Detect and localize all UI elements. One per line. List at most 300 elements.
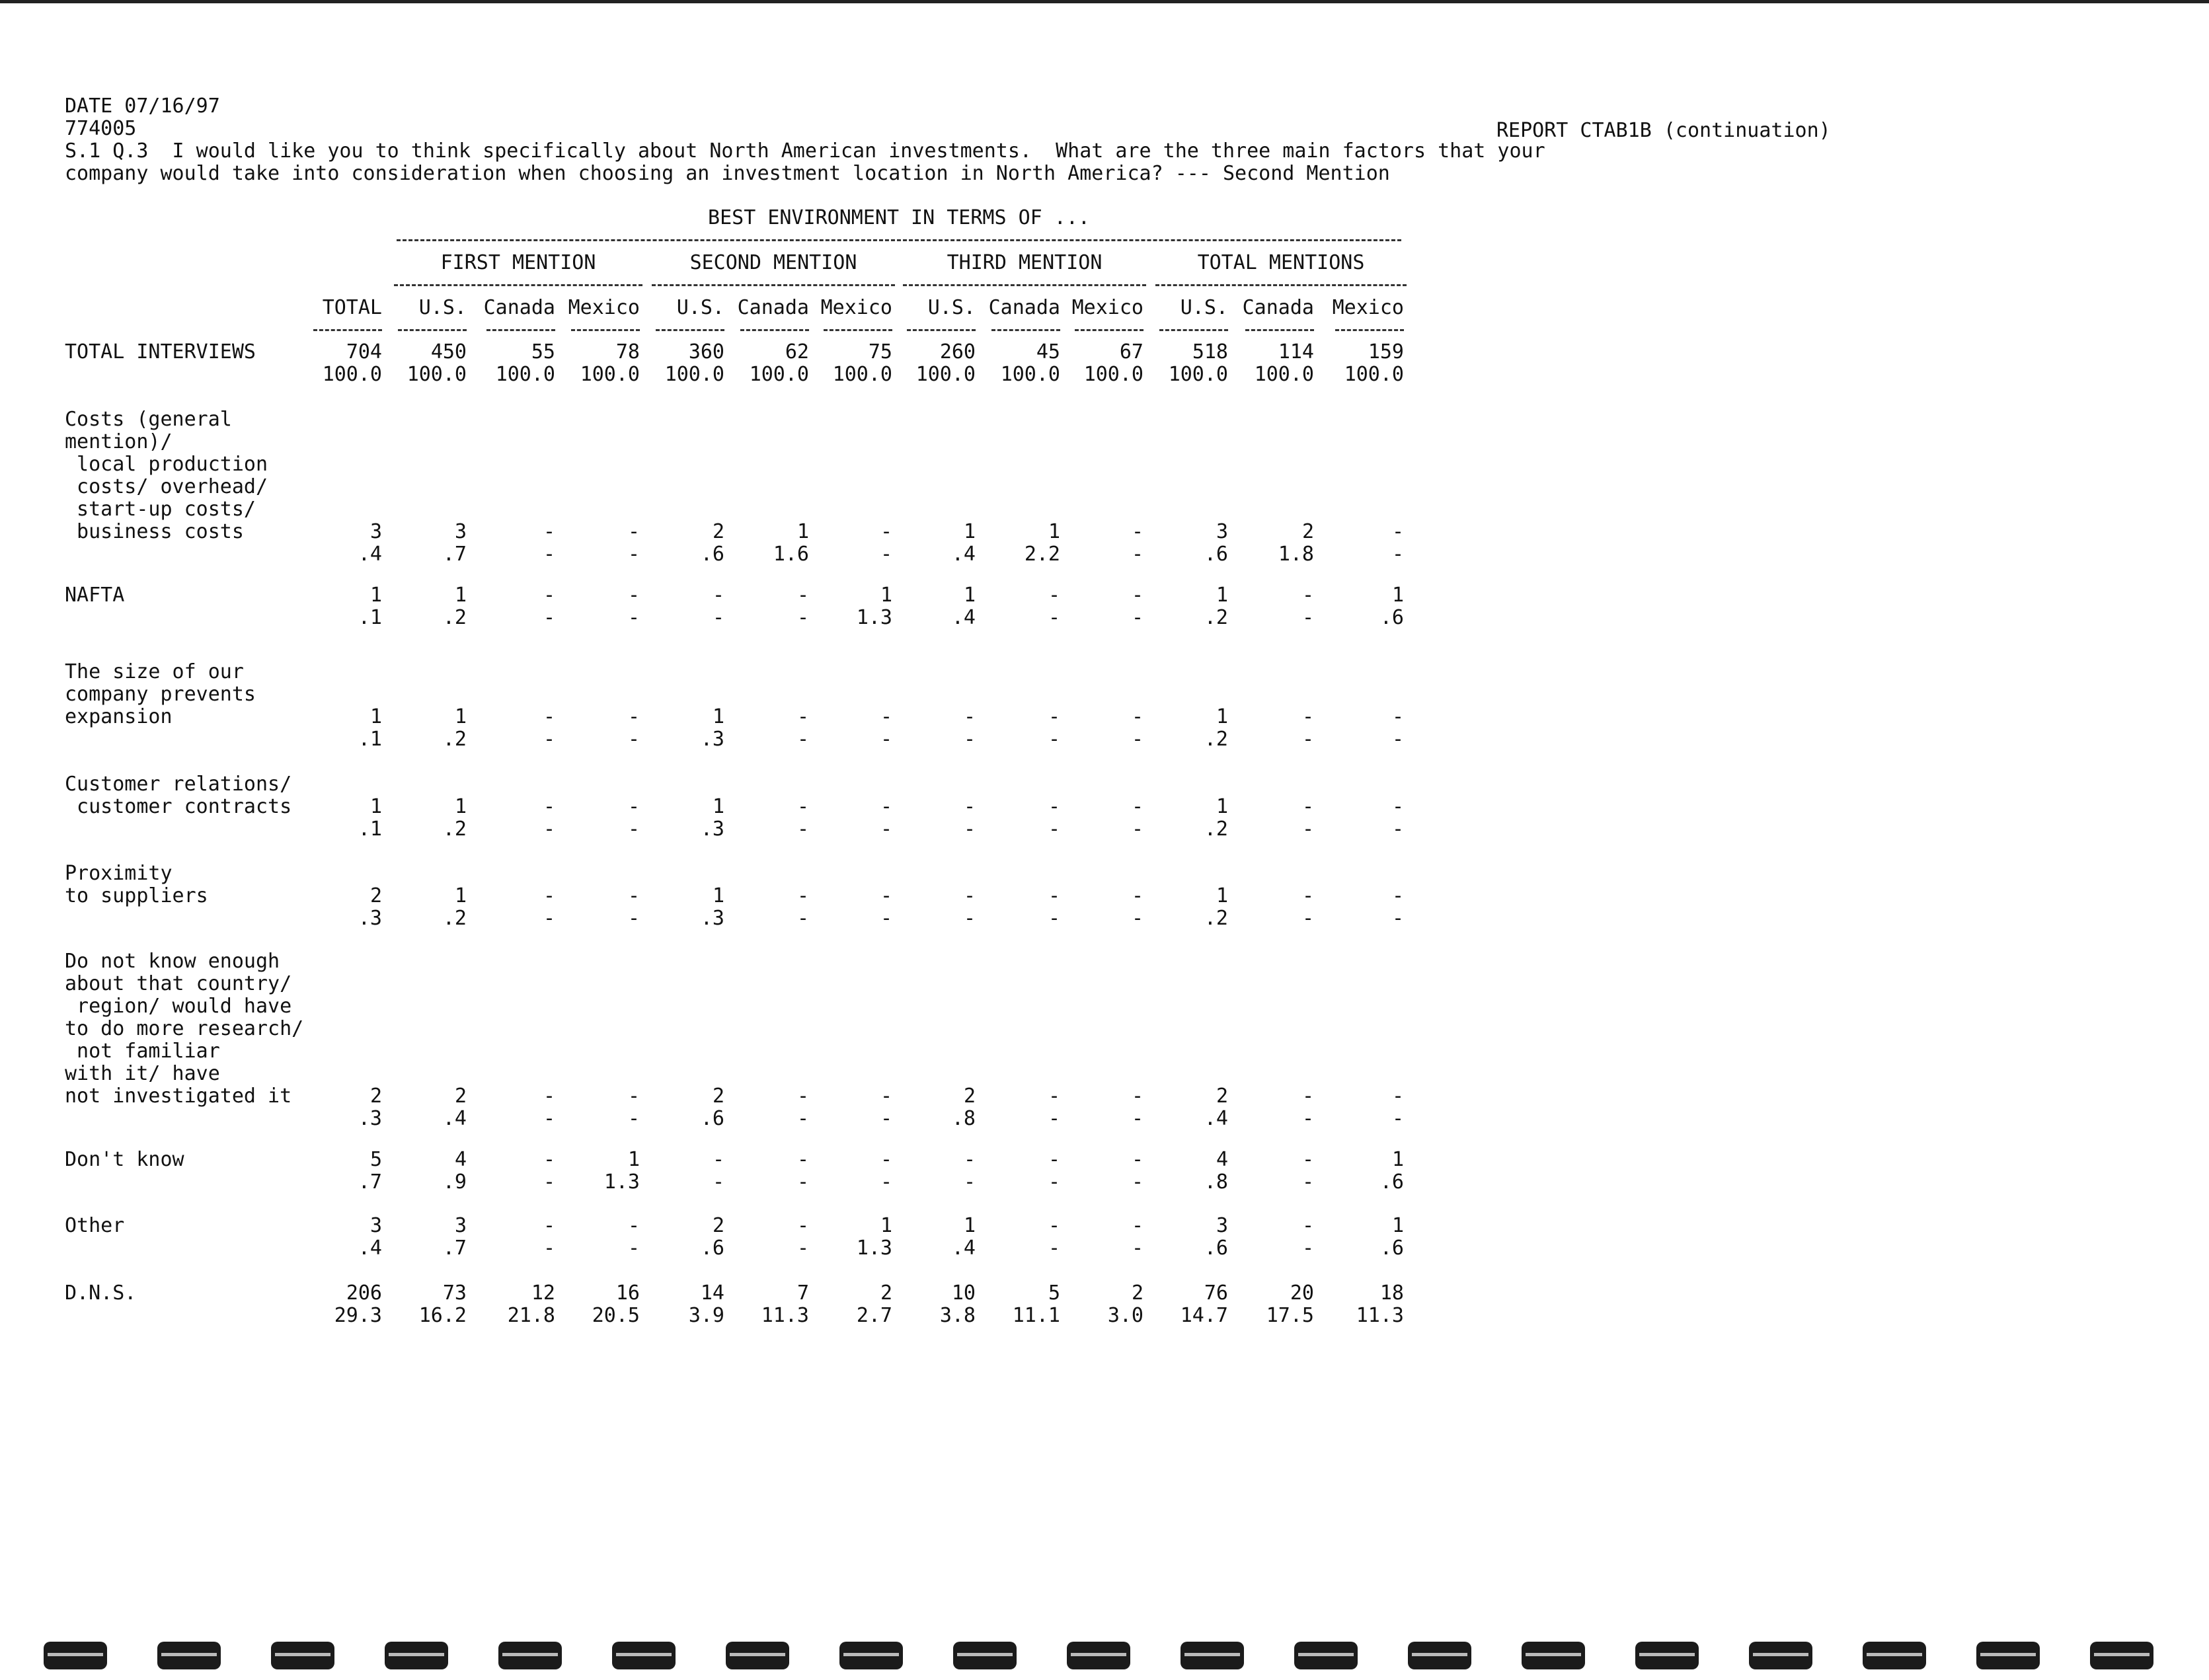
- percent-cell: .2: [442, 606, 467, 629]
- percent-cell: -: [1048, 1170, 1060, 1194]
- percent-cell: -: [1048, 1237, 1060, 1260]
- percent-cell: -: [543, 818, 555, 841]
- count-cell: 2: [1301, 520, 1314, 543]
- percent-cell: -: [1301, 728, 1314, 751]
- percent-cell: -: [1048, 1107, 1060, 1130]
- count-cell: 3: [454, 520, 467, 543]
- column-underline: [1245, 329, 1314, 331]
- count-cell: -: [1048, 884, 1060, 907]
- percent-cell: .6: [1379, 606, 1404, 629]
- percent-cell: .7: [442, 543, 467, 566]
- group-divider: [1155, 284, 1407, 286]
- percent-cell: .7: [442, 1237, 467, 1260]
- count-cell: -: [963, 1148, 976, 1171]
- percent-cell: 16.2: [418, 1304, 467, 1327]
- percent-cell: .2: [1204, 728, 1228, 751]
- column-underline: [486, 329, 555, 331]
- percent-cell: -: [963, 818, 976, 841]
- count-cell: 1: [627, 1148, 640, 1171]
- count-cell: -: [1131, 1148, 1143, 1171]
- count-cell: 1: [1216, 705, 1228, 728]
- column-header: Canada: [737, 296, 809, 319]
- percent-cell: -: [1131, 728, 1143, 751]
- column-header: Canada: [483, 296, 555, 319]
- count-cell: 45: [1036, 340, 1060, 363]
- count-cell: 5: [369, 1148, 382, 1171]
- question-line-2: company would take into consideration when choosing an investment location in North America? --- Second Mention: [65, 162, 1390, 185]
- job-number: 774005: [65, 117, 137, 140]
- percent-cell: -: [963, 1170, 976, 1194]
- row-label: Don't know: [65, 1148, 184, 1171]
- percent-cell: .3: [700, 728, 724, 751]
- percent-cell: -: [1131, 1107, 1143, 1130]
- percent-cell: 100.0: [832, 363, 892, 386]
- count-cell: 3: [454, 1214, 467, 1237]
- percent-cell: -: [627, 907, 640, 930]
- top-border: [0, 0, 2209, 3]
- count-cell: 18: [1379, 1281, 1404, 1305]
- percent-cell: -: [1048, 907, 1060, 930]
- count-cell: -: [796, 584, 809, 607]
- count-cell: -: [963, 705, 976, 728]
- count-cell: -: [880, 795, 892, 818]
- count-cell: 1: [454, 584, 467, 607]
- count-cell: -: [1131, 584, 1143, 607]
- count-cell: -: [1048, 1214, 1060, 1237]
- count-cell: -: [1131, 795, 1143, 818]
- count-cell: 4: [454, 1148, 467, 1171]
- column-header: Mexico: [820, 296, 892, 319]
- count-cell: 1: [880, 1214, 892, 1237]
- percent-cell: -: [1131, 1237, 1143, 1260]
- count-cell: 1: [1391, 1214, 1404, 1237]
- count-cell: -: [627, 795, 640, 818]
- percent-cell: 20.5: [592, 1304, 640, 1327]
- count-cell: 7: [796, 1281, 809, 1305]
- count-cell: -: [1391, 1085, 1404, 1108]
- count-cell: 12: [531, 1281, 555, 1305]
- percent-cell: -: [1131, 818, 1143, 841]
- percent-cell: -: [712, 1170, 724, 1194]
- percent-cell: .6: [1204, 543, 1228, 566]
- count-cell: -: [543, 884, 555, 907]
- count-cell: 14: [700, 1281, 724, 1305]
- column-underline: [656, 329, 724, 331]
- count-cell: -: [543, 1148, 555, 1171]
- percent-cell: 3.9: [688, 1304, 724, 1327]
- count-cell: 1: [1391, 1148, 1404, 1171]
- count-cell: 2: [369, 884, 382, 907]
- count-cell: 2: [454, 1085, 467, 1108]
- count-cell: 1: [963, 584, 976, 607]
- group-divider: [394, 284, 642, 286]
- percent-cell: -: [1048, 818, 1060, 841]
- percent-cell: 100.0: [1344, 363, 1404, 386]
- percent-cell: .6: [1379, 1170, 1404, 1194]
- count-cell: 1: [712, 795, 724, 818]
- percent-cell: .2: [1204, 606, 1228, 629]
- count-cell: 2: [712, 1085, 724, 1108]
- perforation-hole: [726, 1642, 789, 1669]
- percent-cell: -: [796, 606, 809, 629]
- percent-cell: -: [543, 1170, 555, 1194]
- count-cell: -: [1131, 884, 1143, 907]
- percent-cell: .4: [951, 1237, 976, 1260]
- percent-cell: -: [1048, 606, 1060, 629]
- percent-cell: -: [627, 606, 640, 629]
- count-cell: 20: [1290, 1281, 1314, 1305]
- column-underline: [740, 329, 809, 331]
- count-cell: -: [1301, 1148, 1314, 1171]
- group-header: TOTAL MENTIONS: [1197, 251, 1365, 274]
- count-cell: -: [880, 1148, 892, 1171]
- count-cell: 3: [369, 1214, 382, 1237]
- group-header: THIRD MENTION: [947, 251, 1103, 274]
- percent-cell: -: [1301, 1170, 1314, 1194]
- perforation-hole: [1522, 1642, 1585, 1669]
- percent-cell: .1: [358, 728, 382, 751]
- count-cell: 1: [454, 795, 467, 818]
- perforation-hole: [953, 1642, 1017, 1669]
- count-cell: -: [627, 1214, 640, 1237]
- count-cell: 1: [1391, 584, 1404, 607]
- percent-cell: 100.0: [1083, 363, 1143, 386]
- count-cell: -: [543, 1214, 555, 1237]
- count-cell: -: [1301, 884, 1314, 907]
- percent-cell: -: [1131, 907, 1143, 930]
- percent-cell: 21.8: [507, 1304, 555, 1327]
- perforation-hole: [1749, 1642, 1812, 1669]
- percent-cell: -: [1391, 543, 1404, 566]
- percent-cell: 1.8: [1278, 543, 1314, 566]
- column-header: Canada: [988, 296, 1060, 319]
- percent-cell: 3.0: [1107, 1304, 1143, 1327]
- perforation-hole: [1863, 1642, 1926, 1669]
- count-cell: -: [1131, 1085, 1143, 1108]
- percent-cell: .3: [358, 907, 382, 930]
- percent-cell: 100.0: [1254, 363, 1314, 386]
- count-cell: -: [543, 584, 555, 607]
- percent-cell: 1.6: [773, 543, 809, 566]
- count-cell: -: [796, 1085, 809, 1108]
- count-cell: 2: [963, 1085, 976, 1108]
- row-label: Proximity to suppliers: [65, 862, 208, 907]
- row-label: NAFTA: [65, 584, 125, 607]
- banner-divider: [397, 239, 1401, 241]
- percent-cell: 100.0: [1000, 363, 1060, 386]
- percent-cell: 14.7: [1180, 1304, 1228, 1327]
- percent-cell: -: [1301, 907, 1314, 930]
- perforation-hole: [157, 1642, 221, 1669]
- percent-cell: -: [1391, 1107, 1404, 1130]
- count-cell: -: [1048, 795, 1060, 818]
- column-header: Mexico: [1332, 296, 1404, 319]
- count-cell: -: [1301, 1085, 1314, 1108]
- percent-cell: -: [627, 818, 640, 841]
- percent-cell: -: [1301, 1107, 1314, 1130]
- percent-cell: -: [627, 543, 640, 566]
- count-cell: 206: [346, 1281, 382, 1305]
- percent-cell: -: [1301, 818, 1314, 841]
- column-header: U.S.: [927, 296, 976, 319]
- count-cell: 114: [1278, 340, 1314, 363]
- percent-cell: .9: [442, 1170, 467, 1194]
- percent-cell: .7: [358, 1170, 382, 1194]
- count-cell: -: [1048, 705, 1060, 728]
- column-underline: [398, 329, 467, 331]
- count-cell: 2: [712, 1214, 724, 1237]
- percent-cell: 2.2: [1024, 543, 1060, 566]
- column-header: TOTAL: [322, 296, 382, 319]
- count-cell: 78: [615, 340, 640, 363]
- count-cell: 1: [454, 884, 467, 907]
- percent-cell: -: [880, 543, 892, 566]
- count-cell: -: [1301, 584, 1314, 607]
- count-cell: 450: [430, 340, 467, 363]
- percent-cell: -: [963, 728, 976, 751]
- group-header: SECOND MENTION: [689, 251, 857, 274]
- perforation-hole: [1067, 1642, 1130, 1669]
- percent-cell: .6: [700, 543, 724, 566]
- percent-cell: .1: [358, 818, 382, 841]
- perforation-hole: [1976, 1642, 2040, 1669]
- percent-cell: -: [1301, 606, 1314, 629]
- count-cell: 360: [688, 340, 724, 363]
- count-cell: 2: [1131, 1281, 1143, 1305]
- column-underline: [571, 329, 640, 331]
- count-cell: 5: [1048, 1281, 1060, 1305]
- count-cell: 75: [868, 340, 892, 363]
- count-cell: -: [796, 705, 809, 728]
- count-cell: -: [627, 520, 640, 543]
- row-label: Customer relations/ customer contracts: [65, 773, 292, 818]
- percent-cell: .4: [951, 543, 976, 566]
- percent-cell: .3: [700, 818, 724, 841]
- perforation-hole: [1408, 1642, 1471, 1669]
- percent-cell: .4: [358, 543, 382, 566]
- count-cell: 1: [1216, 584, 1228, 607]
- percent-cell: .3: [700, 907, 724, 930]
- row-label: TOTAL INTERVIEWS: [65, 340, 256, 363]
- perforation-hole: [1635, 1642, 1699, 1669]
- count-cell: -: [627, 1085, 640, 1108]
- percent-cell: -: [543, 907, 555, 930]
- percent-cell: .4: [358, 1237, 382, 1260]
- count-cell: -: [963, 884, 976, 907]
- count-cell: 1: [712, 884, 724, 907]
- count-cell: -: [543, 705, 555, 728]
- count-cell: -: [627, 884, 640, 907]
- count-cell: 2: [1216, 1085, 1228, 1108]
- percent-cell: .4: [1204, 1107, 1228, 1130]
- count-cell: -: [1391, 795, 1404, 818]
- count-cell: 1: [880, 584, 892, 607]
- percent-cell: -: [1391, 907, 1404, 930]
- count-cell: 1: [1048, 520, 1060, 543]
- percent-cell: -: [880, 728, 892, 751]
- percent-cell: -: [712, 606, 724, 629]
- percent-cell: .4: [951, 606, 976, 629]
- column-underline: [991, 329, 1060, 331]
- percent-cell: .6: [700, 1237, 724, 1260]
- count-cell: -: [712, 1148, 724, 1171]
- count-cell: 3: [1216, 1214, 1228, 1237]
- count-cell: 2: [880, 1281, 892, 1305]
- percent-cell: 100.0: [664, 363, 724, 386]
- perforation-hole: [1181, 1642, 1244, 1669]
- row-label: The size of our company prevents expansion: [65, 660, 256, 728]
- percent-cell: -: [1391, 728, 1404, 751]
- percent-cell: 1.3: [856, 606, 892, 629]
- percent-cell: -: [543, 1107, 555, 1130]
- report-id: REPORT CTAB1B (continuation): [1496, 119, 1831, 142]
- count-cell: -: [796, 1148, 809, 1171]
- percent-cell: -: [1131, 543, 1143, 566]
- column-header: Canada: [1242, 296, 1314, 319]
- count-cell: -: [1131, 520, 1143, 543]
- percent-cell: -: [963, 907, 976, 930]
- count-cell: -: [1301, 1214, 1314, 1237]
- count-cell: -: [1391, 884, 1404, 907]
- percent-cell: 100.0: [322, 363, 382, 386]
- count-cell: -: [1048, 1085, 1060, 1108]
- count-cell: 518: [1192, 340, 1228, 363]
- count-cell: -: [543, 795, 555, 818]
- percent-cell: -: [796, 818, 809, 841]
- count-cell: -: [627, 584, 640, 607]
- count-cell: 55: [531, 340, 555, 363]
- group-divider: [903, 284, 1146, 286]
- percent-cell: -: [543, 1237, 555, 1260]
- count-cell: 260: [939, 340, 976, 363]
- percent-cell: 100.0: [749, 363, 809, 386]
- count-cell: -: [880, 1085, 892, 1108]
- count-cell: 1: [796, 520, 809, 543]
- perforation-hole: [839, 1642, 903, 1669]
- count-cell: 1: [963, 520, 976, 543]
- count-cell: 3: [369, 520, 382, 543]
- count-cell: 159: [1368, 340, 1404, 363]
- percent-cell: -: [796, 1237, 809, 1260]
- percent-cell: -: [796, 1170, 809, 1194]
- percent-cell: .4: [442, 1107, 467, 1130]
- percent-cell: -: [1131, 606, 1143, 629]
- column-underline: [1075, 329, 1143, 331]
- perforation-hole: [385, 1642, 448, 1669]
- percent-cell: -: [880, 1107, 892, 1130]
- percent-cell: .6: [1204, 1237, 1228, 1260]
- count-cell: 1: [369, 705, 382, 728]
- percent-cell: -: [880, 907, 892, 930]
- percent-cell: .2: [442, 728, 467, 751]
- count-cell: 1: [1216, 884, 1228, 907]
- column-header: Mexico: [568, 296, 640, 319]
- percent-cell: .8: [951, 1107, 976, 1130]
- banner-title: BEST ENVIRONMENT IN TERMS OF ...: [708, 206, 1090, 229]
- percent-cell: -: [627, 1107, 640, 1130]
- column-underline: [1335, 329, 1404, 331]
- percent-cell: -: [796, 907, 809, 930]
- count-cell: -: [1048, 1148, 1060, 1171]
- percent-cell: .6: [700, 1107, 724, 1130]
- percent-cell: .6: [1379, 1237, 1404, 1260]
- percent-cell: 3.8: [939, 1304, 976, 1327]
- percent-cell: 100.0: [407, 363, 467, 386]
- row-label: D.N.S.: [65, 1281, 137, 1305]
- column-header: Mexico: [1071, 296, 1143, 319]
- percent-cell: 100.0: [915, 363, 976, 386]
- count-cell: -: [796, 795, 809, 818]
- count-cell: 1: [369, 795, 382, 818]
- perforation-hole: [271, 1642, 334, 1669]
- percent-cell: -: [1301, 1237, 1314, 1260]
- percent-cell: 11.3: [761, 1304, 809, 1327]
- percent-cell: .1: [358, 606, 382, 629]
- percent-cell: .2: [442, 907, 467, 930]
- percent-cell: -: [796, 1107, 809, 1130]
- count-cell: -: [880, 520, 892, 543]
- row-label: Other: [65, 1214, 125, 1237]
- column-underline: [907, 329, 976, 331]
- percent-cell: 11.3: [1356, 1304, 1404, 1327]
- percent-cell: 29.3: [334, 1304, 382, 1327]
- count-cell: -: [880, 884, 892, 907]
- percent-cell: -: [1391, 818, 1404, 841]
- count-cell: 1: [712, 705, 724, 728]
- column-underline: [824, 329, 892, 331]
- percent-cell: 17.5: [1266, 1304, 1314, 1327]
- count-cell: 73: [442, 1281, 467, 1305]
- count-cell: -: [712, 584, 724, 607]
- count-cell: -: [627, 705, 640, 728]
- count-cell: 76: [1204, 1281, 1228, 1305]
- percent-cell: 1.3: [856, 1237, 892, 1260]
- percent-cell: 100.0: [495, 363, 555, 386]
- percent-cell: -: [543, 728, 555, 751]
- count-cell: -: [880, 705, 892, 728]
- count-cell: -: [1301, 705, 1314, 728]
- count-cell: -: [543, 1085, 555, 1108]
- count-cell: 1: [454, 705, 467, 728]
- percent-cell: -: [627, 728, 640, 751]
- count-cell: 10: [951, 1281, 976, 1305]
- percent-cell: -: [1131, 1170, 1143, 1194]
- count-cell: -: [1048, 584, 1060, 607]
- count-cell: 1: [963, 1214, 976, 1237]
- column-underline: [313, 329, 382, 331]
- percent-cell: .2: [1204, 907, 1228, 930]
- count-cell: 3: [1216, 520, 1228, 543]
- count-cell: 704: [346, 340, 382, 363]
- count-cell: -: [1391, 705, 1404, 728]
- count-cell: 4: [1216, 1148, 1228, 1171]
- percent-cell: 1.3: [603, 1170, 640, 1194]
- percent-cell: 11.1: [1012, 1304, 1060, 1327]
- percent-cell: -: [627, 1237, 640, 1260]
- percent-cell: -: [543, 543, 555, 566]
- column-header: U.S.: [1180, 296, 1228, 319]
- question-line-1: S.1 Q.3 I would like you to think specifically about North American investments. What are the three main factors that your: [65, 139, 1545, 163]
- count-cell: -: [796, 1214, 809, 1237]
- count-cell: 2: [369, 1085, 382, 1108]
- count-cell: 67: [1119, 340, 1143, 363]
- count-cell: 62: [785, 340, 809, 363]
- percent-cell: .3: [358, 1107, 382, 1130]
- count-cell: -: [796, 884, 809, 907]
- perforation-hole: [498, 1642, 562, 1669]
- perforation-hole: [612, 1642, 676, 1669]
- count-cell: 2: [712, 520, 724, 543]
